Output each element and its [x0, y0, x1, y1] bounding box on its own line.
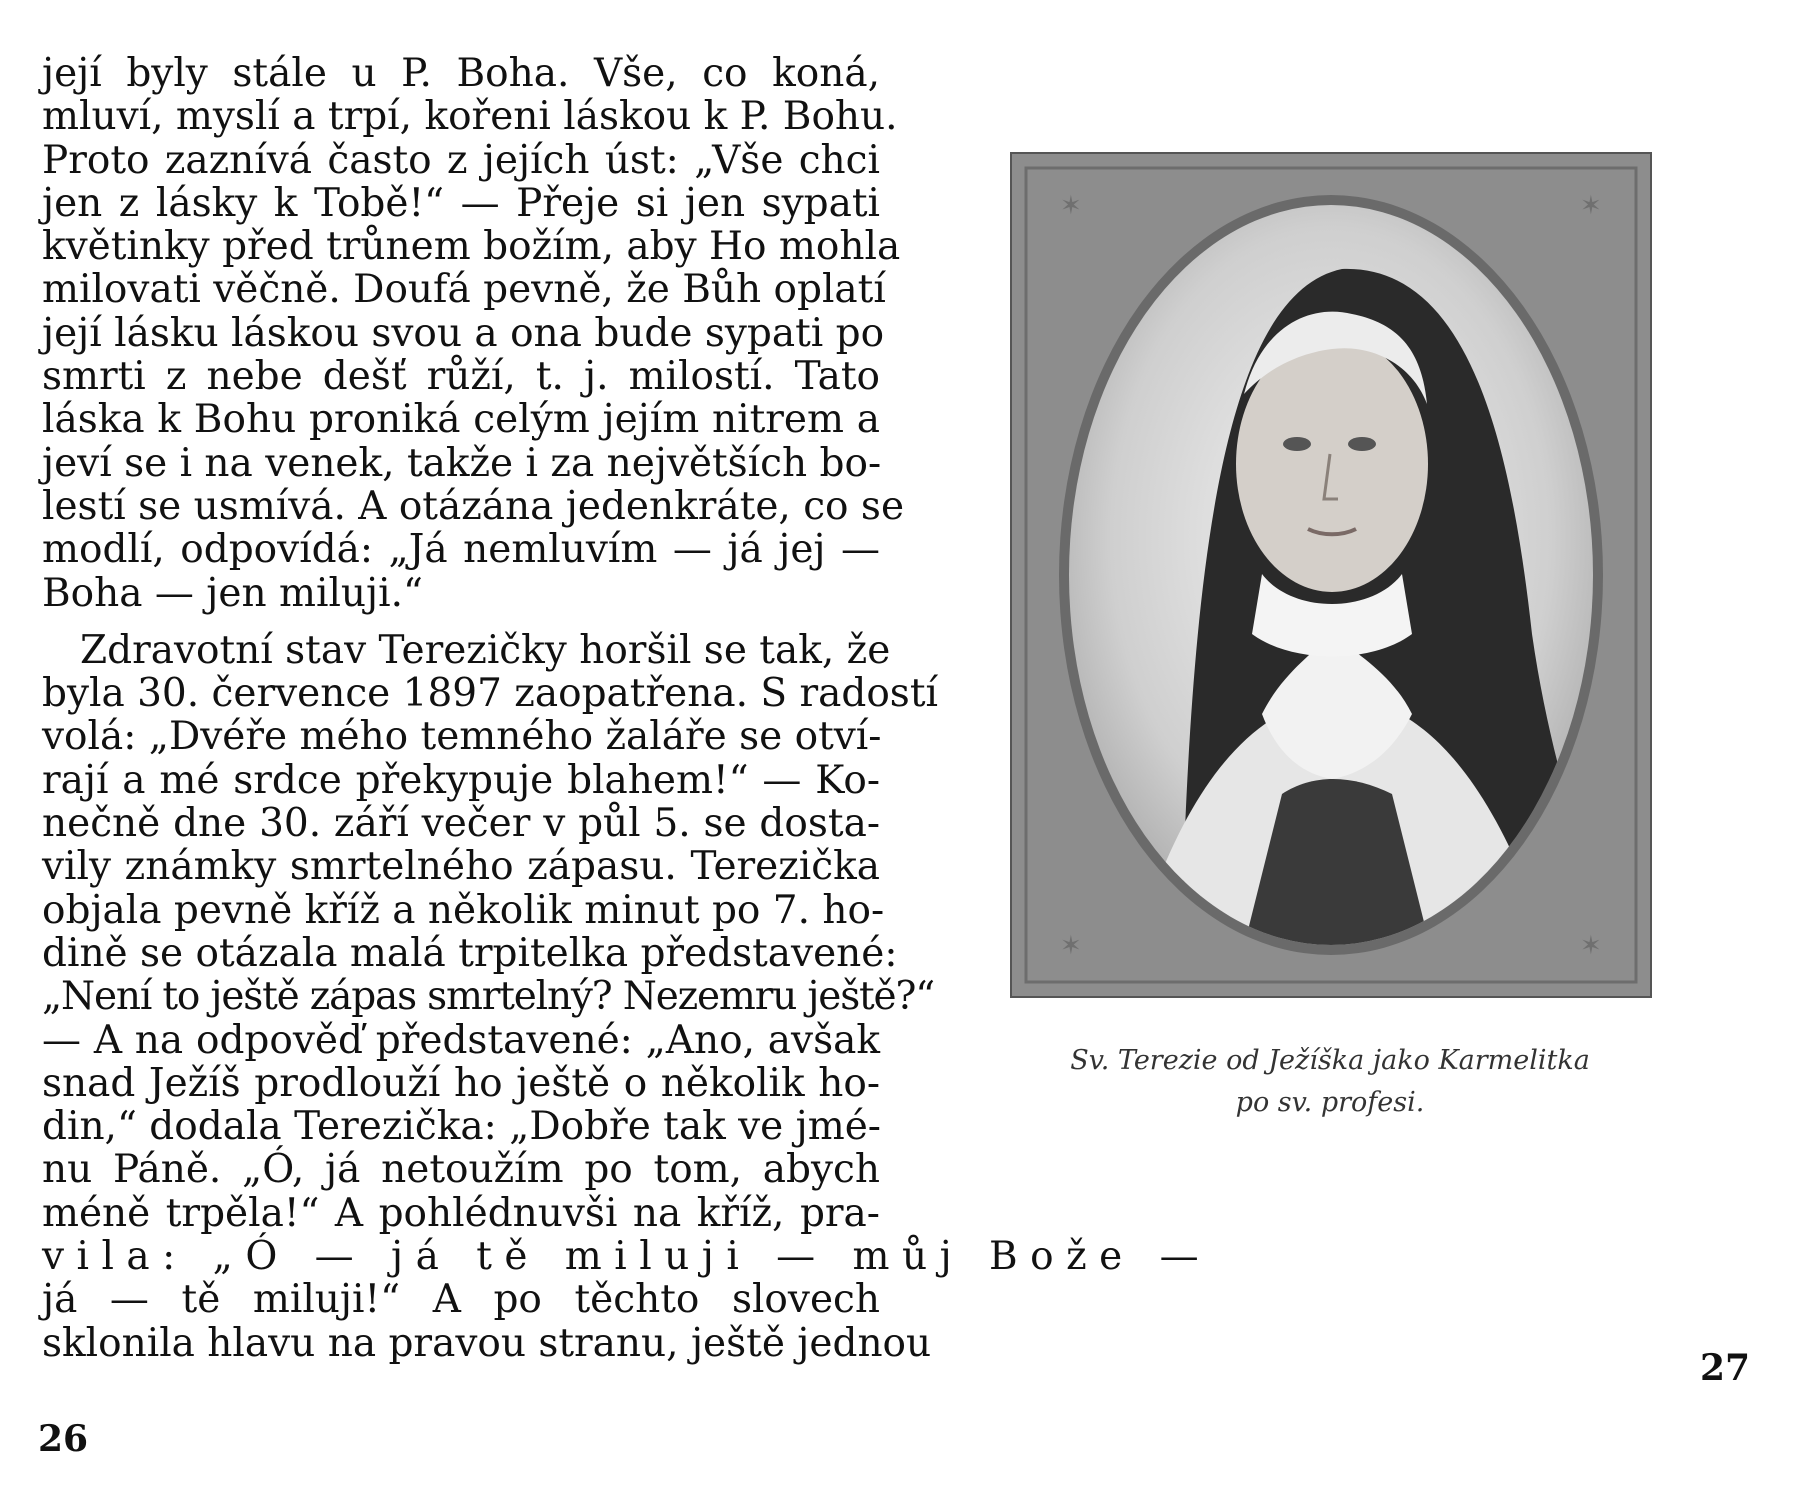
text-line: jen z lásky k Tobě!“ — Přeje si jen sypati — [42, 180, 880, 226]
text-line-spaced: já — tě miluji!“ A po těchto slovech — [42, 1277, 880, 1323]
text-line: Proto zaznívá často z jejích úst: „Vše chci — [42, 137, 880, 183]
text-line: — A na odpověď představené: „Ano, avšak — [42, 1017, 880, 1063]
text-line: láska k Bohu proniká celým jejím nitrem a — [42, 397, 880, 443]
text-line: lestí se usmívá. A otázána jedenkráte, co se — [42, 483, 905, 529]
text-line: din,“ dodala Terezička: „Dobře tak ve jmé- — [42, 1104, 881, 1150]
text-line: modlí, odpovídá: „Já nemluvím — já jej — — [42, 527, 880, 573]
caption-line: po sv. profesi. — [1235, 1087, 1425, 1118]
page-number-right: 27 — [1700, 1347, 1751, 1389]
portrait-illustration — [1012, 154, 1650, 996]
page-number-left: 26 — [38, 1418, 89, 1460]
portrait-photo — [1010, 152, 1652, 998]
text-line: její byly stále u P. Boha. Vše, co koná, — [42, 51, 880, 96]
text-line: milovati věčně. Doufá pevně, že Bůh oplatí — [42, 267, 886, 313]
text-line: méně trpěla!“ A pohlédnuvši na kříž, pra- — [42, 1190, 880, 1236]
text-line: rají a mé srdce překypuje blahem!“ — Ko- — [42, 757, 880, 803]
star-ornament: ✶ — [1580, 931, 1602, 961]
text-line: její lásku láskou svou a ona bude sypati po — [42, 310, 885, 356]
text-line: objala pevně kříž a několik minut po 7. ho- — [42, 887, 885, 933]
text-line: mluví, myslí a trpí, kořeni láskou k P. Bohu. — [42, 94, 898, 140]
photo-caption — [1020, 1040, 1640, 1124]
paragraph-2 — [42, 627, 1212, 1366]
text-line: nu Páně. „Ó, já netoužím po tom, abych — [42, 1147, 880, 1193]
text-line: byla 30. července 1897 zaopatřena. S radostí — [42, 671, 938, 717]
text-line: vily známky smrtelného zápasu. Terezička — [42, 844, 880, 890]
text-line-spaced: vila: „Ó — já tě miluji — můj Bože — — [42, 1234, 1212, 1280]
text-line: Boha — jen miluji.“ — [42, 570, 423, 616]
star-ornament: ✶ — [1580, 191, 1602, 221]
star-ornament: ✶ — [1060, 191, 1082, 221]
text-line: volá: „Dvéře mého temného žaláře se otví- — [42, 714, 882, 760]
caption-line: Sv. Terezie od Ježíška jako Karmelitka — [1070, 1045, 1590, 1076]
text-line: nečně dne 30. září večer v půl 5. se dosta- — [42, 801, 880, 847]
text-line: květinky před trůnem božím, aby Ho mohla — [42, 224, 901, 270]
text-line: jeví se i na venek, takže i za největších bo- — [42, 440, 882, 486]
text-line: dině se otázala malá trpitelka představené: — [42, 930, 898, 976]
text-line: snad Ježíš prodlouží ho ještě o několik ho- — [42, 1060, 880, 1106]
body-text — [42, 51, 1212, 1366]
text-line: „Není to ještě zápas smrtelný? Nezemru ještě?“ — [42, 974, 934, 1020]
star-ornament: ✶ — [1060, 931, 1082, 961]
text-line: Zdravotní stav Terezičky horšil se tak, že — [80, 627, 891, 673]
text-line: smrti z nebe dešť růží, t. j. milostí. Tato — [42, 354, 880, 400]
text-line: sklonila hlavu na pravou stranu, ještě jednou — [42, 1320, 932, 1366]
paragraph-1 — [42, 51, 905, 616]
